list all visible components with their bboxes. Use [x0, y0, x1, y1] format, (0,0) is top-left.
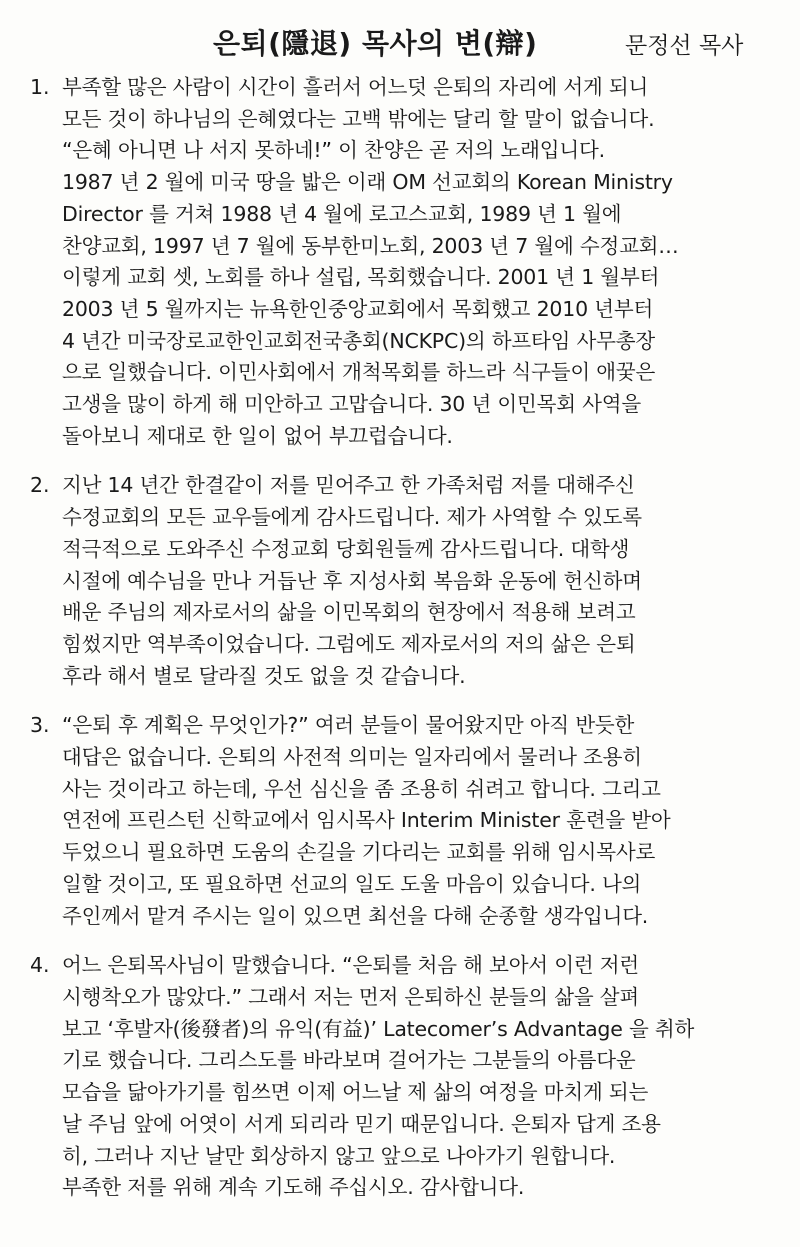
list-item-1: [0, 72, 800, 452]
text-line: 지난 14 년간 한결같이 저를 믿어주고 한 가족처럼 저를 대해주신: [62, 473, 635, 498]
text-line: 보고 ‘후발자(後發者)의 유익(有益)’ Latecomer’s Advantage 을 취하: [62, 1016, 695, 1041]
list-item-2: [0, 470, 800, 692]
text-line: 시절에 예수님을 만나 거듭난 후 지성사회 복음화 운동에 헌신하며: [62, 568, 642, 593]
item-number: 4.: [30, 953, 50, 978]
text-line: 찬양교회, 1997 년 7 월에 동부한미노회, 2003 년 7 월에 수정교회…: [62, 233, 679, 258]
item-number: 1.: [30, 75, 50, 99]
text-line: 으로 일했습니다. 이민사회에서 개척목회를 하느라 식구들이 애꿎은: [62, 360, 656, 385]
text-line: 사는 것이라고 하는데, 우선 심신을 좀 조용히 쉬려고 합니다. 그리고: [62, 776, 661, 801]
text-line: 히, 그러나 지난 날만 회상하지 않고 앞으로 나아가기 원합니다.: [62, 1143, 616, 1168]
text-line: 이렇게 교회 셋, 노회를 하나 설립, 목회했습니다. 2001 년 1 월부터: [62, 265, 660, 290]
text-line: 어느 은퇴목사님이 말했습니다. “은퇴를 처음 해 보아서 이런 저런: [62, 953, 639, 978]
list-item-3: [0, 710, 800, 932]
text-line: 돌아보니 제대로 한 일이 없어 부끄럽습니다.: [62, 423, 453, 448]
text-line: 4 년간 미국장로교한인교회전국총회(NCKPC)의 하프타임 사무총장: [62, 328, 655, 353]
author-name: 문정선 목사: [625, 33, 744, 59]
text-line: 수정교회의 모든 교우들에게 감사드립니다. 제가 사역할 수 있도록: [62, 505, 642, 530]
text-line: 후라 해서 별로 달라질 것도 없을 것 같습니다.: [62, 663, 466, 688]
text-line: 기로 했습니다. 그리스도를 바라보며 걸어가는 그분들의 아름다운: [62, 1048, 636, 1073]
text-line: 모습을 닮아가기를 힘쓰면 이제 어느날 제 삶의 여정을 마치게 되는: [62, 1080, 649, 1105]
text-line: 적극적으로 도와주신 수정교회 당회원들께 감사드립니다. 대학생: [62, 536, 630, 561]
text-line: 연전에 프린스턴 신학교에서 임시목사 Interim Minister 훈련을 받아: [62, 808, 671, 833]
text-line: 주인께서 맡겨 주시는 일이 있으면 최선을 다해 순종할 생각입니다.: [62, 903, 649, 928]
text-line: 일할 것이고, 또 필요하면 선교의 일도 도울 마음이 있습니다. 나의: [62, 871, 642, 896]
text-line: 대답은 없습니다. 은퇴의 사전적 의미는 일자리에서 물러나 조용히: [62, 745, 642, 770]
text-line: 2003 년 5 월까지는 뉴욕한인중앙교회에서 목회했고 2010 년부터: [62, 296, 654, 321]
text-line: 모든 것이 하나님의 은혜였다는 고백 밖에는 달리 할 말이 없습니다.: [62, 106, 655, 131]
list-item-4: [0, 950, 800, 1204]
text-line: 힘썼지만 역부족이었습니다. 그럼에도 제자로서의 저의 삶은 은퇴: [62, 631, 636, 656]
text-line: Director 를 거쳐 1988 년 4 월에 로고스교회, 1989 년 1 월에: [62, 201, 622, 226]
text-line: 부족한 저를 위해 계속 기도해 주십시오. 감사합니다.: [62, 1175, 525, 1200]
item-number: 2.: [30, 473, 50, 498]
document-title: 은퇴(隱退) 목사의 변(辯): [213, 27, 538, 60]
text-line: 배운 주님의 제자로서의 삶을 이민목회의 현장에서 적용해 보려고: [62, 600, 636, 625]
text-line: 부족할 많은 사람이 시간이 흘러서 어느덧 은퇴의 자리에 서게 되니: [62, 75, 649, 99]
numbered-list: [0, 72, 800, 1222]
text-line: 두었으니 필요하면 도움의 손길을 기다리는 교회를 위해 임시목사로: [62, 840, 656, 865]
text-line: 날 주님 앞에 어엿이 서게 되리라 믿기 때문입니다. 은퇴자 답게 조용: [62, 1111, 661, 1136]
document-header: [0, 20, 800, 64]
text-line: 고생을 많이 하게 해 미안하고 고맙습니다. 30 년 이민목회 사역을: [62, 392, 641, 417]
text-line: “은혜 아니면 나 서지 못하네!” 이 찬양은 곧 저의 노래입니다.: [62, 138, 605, 163]
text-line: “은퇴 후 계획은 무엇인가?” 여러 분들이 물어왔지만 아직 반듯한: [62, 713, 635, 738]
item-number: 3.: [30, 713, 50, 738]
text-line: 시행착오가 많았다.” 그래서 저는 먼저 은퇴하신 분들의 삶을 살펴: [62, 984, 639, 1009]
text-line: 1987 년 2 월에 미국 땅을 밟은 이래 OM 선교회의 Korean Ministry: [62, 170, 673, 195]
